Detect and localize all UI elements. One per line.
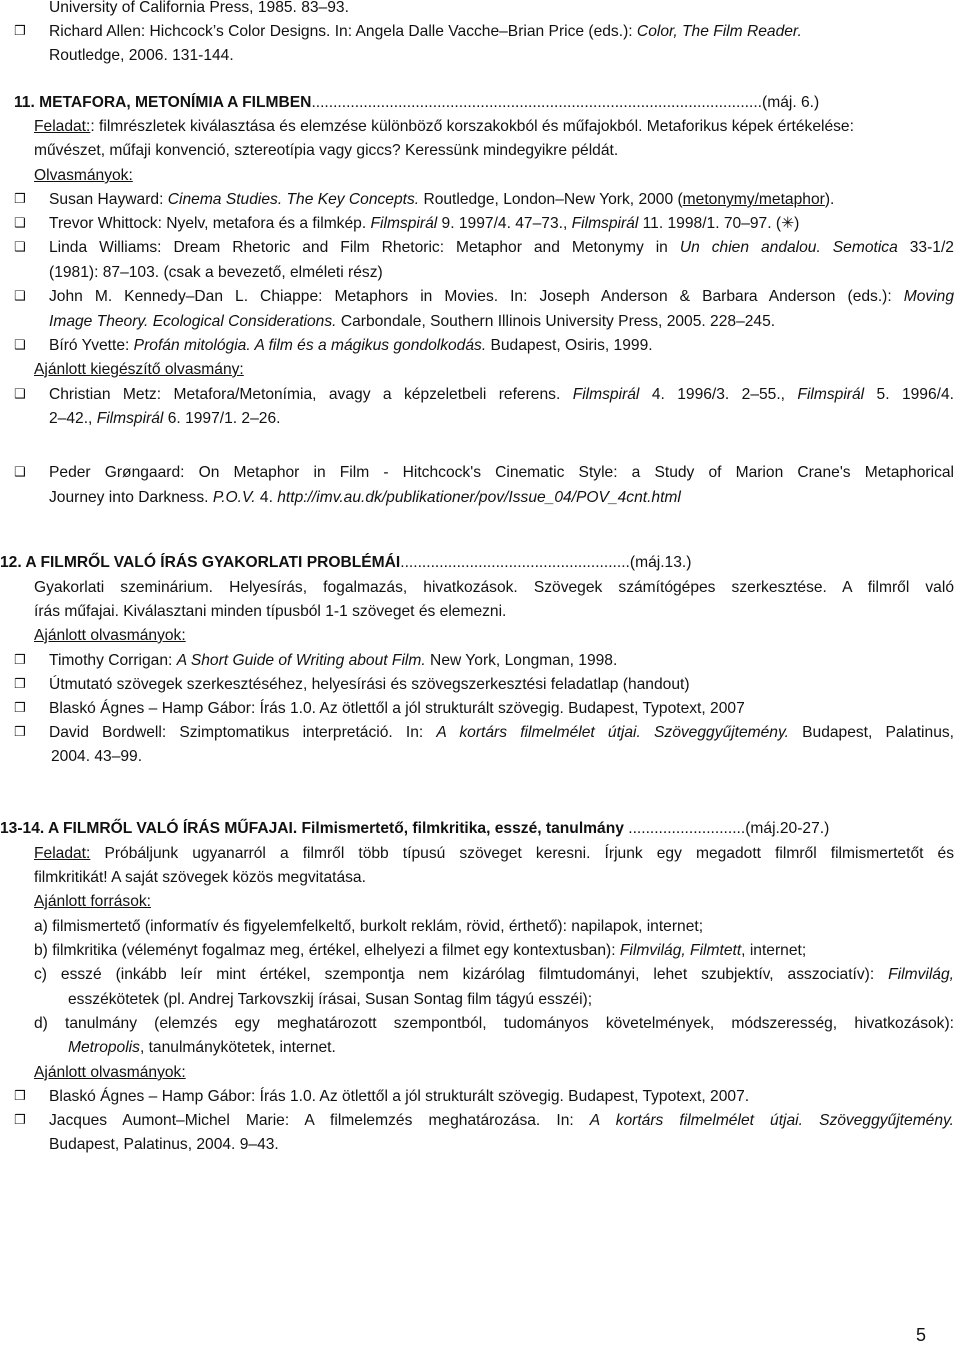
ref-text: Peder Grøngaard: On Metaphor in Film - Hitchcock's Cinematic Style: a Study of Marion Crane's Metaphorical: [49, 464, 954, 481]
source-item-b: b) filmkritika (véleményt fogalmaz meg, értékel, elhelyezi a filmet egy kontextusban): Filmvilág, Filmtett, internet;: [34, 942, 807, 959]
ref-text: Bíró Yvette: Profán mitológia. A film és a mágikus gondolkodás. Budapest, Osiris, 1999.: [49, 337, 653, 354]
checkbox-bullet-icon: ❑: [14, 387, 26, 402]
task-line: Feladat:: filmrészletek kiválasztása és elemzése különböző korszakokból és műfajokból. Metaforikus képek értékelése:: [34, 118, 854, 135]
ref-text: Blaskó Ágnes – Hamp Gábor: Írás 1.0. Az ötlettől a jól strukturált szövegig. Budapest, Typotext, 2007: [49, 700, 745, 717]
ref-text: Richard Allen: Hichcock’s Color Designs. In: Angela Dalle Vacche–Brian Price (eds.): Color, The Film Reader.: [49, 23, 802, 40]
checkbox-bullet-icon: ❑: [14, 240, 26, 255]
extra-readings-label: Ajánlott kiegészítő olvasmány:: [34, 361, 244, 378]
source-item-c: c) esszé (inkább leír mint értékel, szempontja nem kizárólag filmtudományi, lehet szubjektív, asszociatív): Filmvilág,: [34, 966, 954, 983]
checkbox-bullet-icon: ❒: [14, 725, 26, 740]
ref-text: Budapest, Palatinus, 2004. 9–43.: [49, 1136, 279, 1153]
pov-link[interactable]: http://imv.au.dk/publikationer/pov/Issue_04/POV_4cnt.html: [277, 489, 681, 506]
task-line: Feladat: Próbáljunk ugyanarról a filmről több típusú szöveget keresni. Írjunk egy megadott filmről filmismertetőt és: [34, 845, 954, 862]
checkbox-bullet-icon: ❒: [14, 24, 26, 39]
ref-text: Blaskó Ágnes – Hamp Gábor: Írás 1.0. Az ötlettől a jól strukturált szövegig. Budapest, Typotext, 2007.: [49, 1088, 750, 1105]
checkbox-bullet-icon: ❒: [14, 1089, 26, 1104]
source-item-d-cont: Metropolis, tanulmánykötetek, internet.: [68, 1039, 336, 1056]
readings-label: Ajánlott olvasmányok:: [34, 627, 186, 644]
ref-text: 2004. 43–99.: [51, 748, 143, 765]
paragraph-line: írás műfajai. Kiválasztani minden típusból 1-1 szöveget és elemezni.: [34, 603, 507, 620]
ref-text: (1981): 87–103. (csak a bevezető, elméleti rész): [49, 264, 383, 281]
ref-text: Journey into Darkness. P.O.V. 4. http://imv.au.dk/publikationer/pov/Issue_04/POV_4cnt.html: [49, 489, 681, 506]
checkbox-bullet-icon: ❑: [14, 338, 26, 353]
source-item-d: d) tanulmány (elemzés egy meghatározott szempontból, tudományos követelmények, módszeresség, hivatkozások):: [34, 1015, 954, 1032]
reference-continuation: [49, 0, 349, 19]
sources-label: Ajánlott források:: [34, 893, 152, 910]
section-11-heading: 11. METAFORA, METONÍMIA A FILMBEN........................................................................................................(máj. 6.): [14, 94, 820, 111]
checkbox-bullet-icon: ❑: [14, 289, 26, 304]
checkbox-bullet-icon: ❑: [14, 465, 26, 480]
checkbox-bullet-icon: ❒: [14, 701, 26, 716]
source-item-c-cont: esszékötetek (pl. Andrej Tarkovszkij írásai, Susan Sontag film tágyú esszéi);: [68, 991, 593, 1008]
readings-label: Ajánlott olvasmányok:: [34, 1064, 186, 1081]
ref-text: Trevor Whittock: Nyelv, metafora és a filmkép. Filmspirál 9. 1997/4. 47–73., Filmspirál 11. 1998/1. 70–97. (✳): [49, 215, 800, 232]
ref-text: David Bordwell: Szimptomatikus interpretáció. In: A kortárs filmelmélet útjai. Szöveggyűjtemény. Budapest, Palatinus,: [49, 724, 955, 741]
section-12-heading: 12. A FILMRŐL VALÓ ÍRÁS GYAKORLATI PROBLÉMÁI.....................................................(máj.13.): [0, 554, 692, 571]
ref-text: 2–42., Filmspirál 6. 1997/1. 2–26.: [49, 410, 281, 427]
checkbox-bullet-icon: ❒: [14, 653, 26, 668]
ref-text: Timothy Corrigan: A Short Guide of Writing about Film. New York, Longman, 1998.: [49, 652, 618, 669]
paragraph-line: Gyakorlati szeminárium. Helyesírás, fogalmazás, hivatkozások. Szövegek számítógépes szerkesztése. A filmről való: [34, 579, 954, 596]
checkbox-bullet-icon: ❒: [14, 677, 26, 692]
section-13-14-heading: 13-14. A FILMRŐL VALÓ ÍRÁS MŰFAJAI. Filmismertető, filmkritika, esszé, tanulmány ...........................(máj.20-27.): [0, 820, 830, 837]
ref-text: Útmutató szövegek szerkesztéséhez, helyesírási és szövegszerkesztési feladatlap (handout): [49, 676, 690, 693]
source-item-a: a) filmismertető (informatív és figyelemfelkeltő, burkolt reklám, rövid, érthető): napilapok, internet;: [34, 918, 704, 935]
task-line: filmkritikát! A saját szövegek közös megvitatása.: [34, 869, 366, 886]
task-line: művészet, műfaji konvenció, sztereotípia vagy giccs? Keressünk mindegyikre példát.: [34, 142, 619, 159]
ref-text: Jacques Aumont–Michel Marie: A filmelemzés meghatározása. In: A kortárs filmelmélet útjai. Szöveggyűjtemény.: [49, 1112, 954, 1129]
checkbox-bullet-icon: ❒: [14, 192, 26, 207]
page-number: 5: [915, 1324, 926, 1345]
checkbox-bullet-icon: ❑: [14, 216, 26, 231]
ref-text: John M. Kennedy–Dan L. Chiappe: Metaphors in Movies. In: Joseph Anderson & Barbara Anderson (eds.): Moving: [49, 288, 954, 305]
ref-text: Susan Hayward: Cinema Studies. The Key Concepts. Routledge, London–New York, 2000 (metonymy/metaphor).: [49, 191, 835, 208]
ref-text: Image Theory. Ecological Considerations. Carbondale, Southern Illinois University Press, 2005. 228–245.: [49, 313, 776, 330]
readings-label: Olvasmányok:: [34, 167, 133, 184]
ref-text: Linda Williams: Dream Rhetoric and Film Rhetoric: Metaphor and Metonymy in Un chien andalou. Semotica 33-1/2: [49, 239, 954, 256]
ref-text: University of California Press, 1985. 83–93.: [49, 0, 349, 16]
ref-text: Routledge, 2006. 131-144.: [49, 47, 234, 64]
checkbox-bullet-icon: ❒: [14, 1113, 26, 1128]
ref-text: Christian Metz: Metafora/Metonímia, avagy a képzeletbeli referens. Filmspirál 4. 1996/3. 2–55., Filmspirál 5. 1996/4.: [49, 386, 954, 403]
